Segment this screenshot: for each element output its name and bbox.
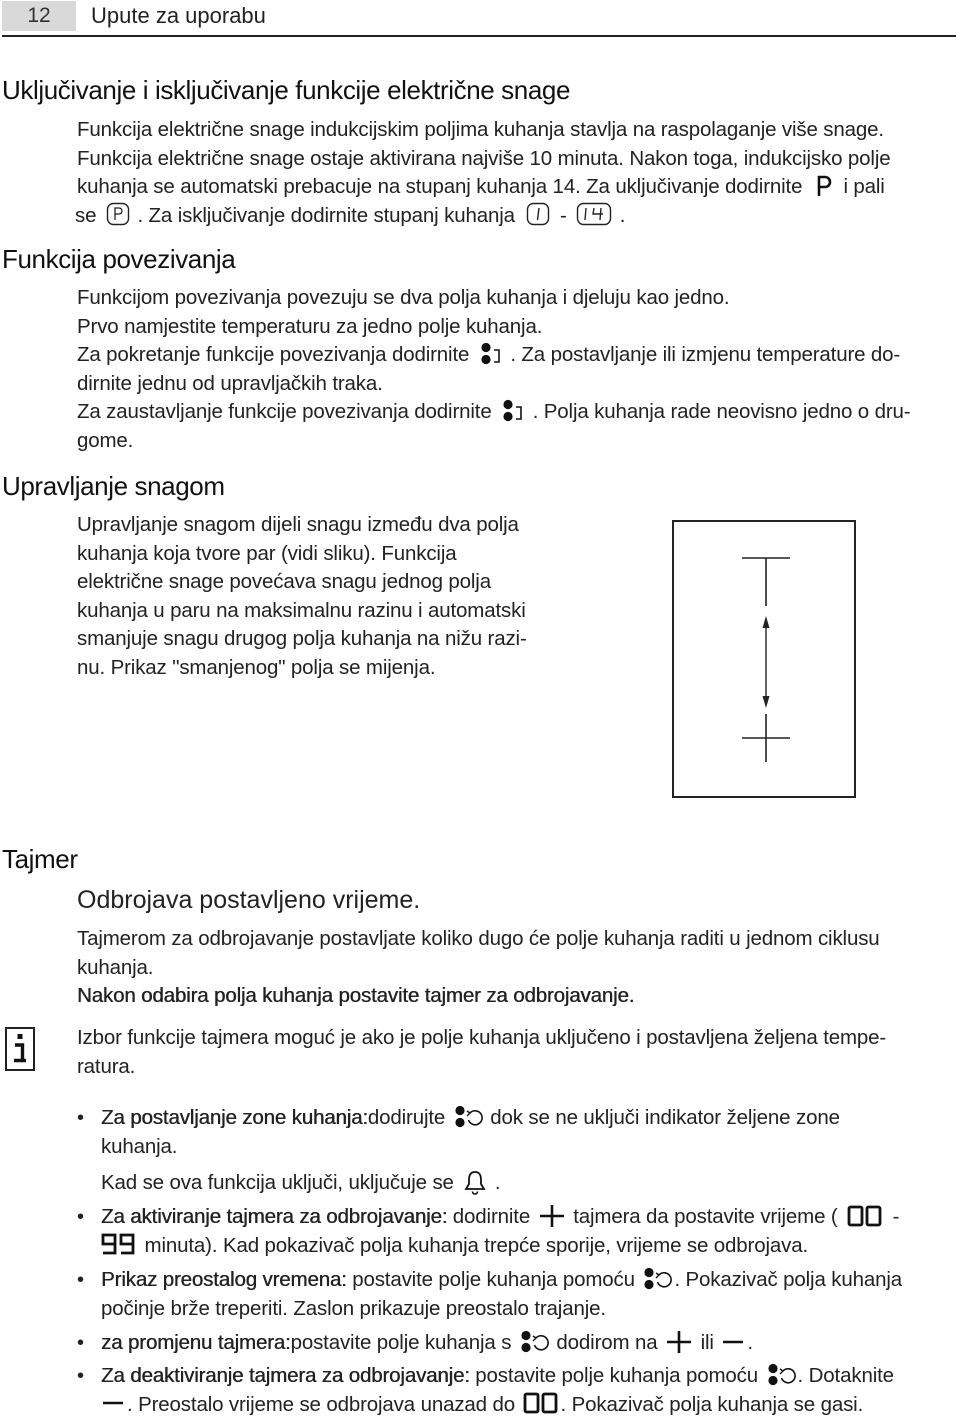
- timer-paragraph: [77, 925, 880, 1011]
- text-segment: kuhanja se automatski prebacuje na stupanj kuhanja 14. Za uključivanje dodirnite: [77, 175, 803, 199]
- text-line: Upravljanje snagom dijeli snagu između dva polja: [77, 513, 519, 536]
- text-segment: . Preostalo vrijeme se odbrojava unazad do: [127, 1392, 515, 1416]
- text-segment: -: [559, 203, 567, 227]
- text-line: [75, 202, 891, 231]
- text-segment: . Polja kuhanja rade neovisno jedno o dru-: [532, 400, 911, 424]
- bridge-icon: [501, 398, 527, 424]
- text-segment: .: [494, 1171, 501, 1195]
- bullet-lead: Za deaktiviranje tajmera za odbrojavanje:: [101, 1364, 470, 1387]
- text-segment: .: [747, 1331, 753, 1354]
- bullet-marker: •: [77, 1365, 84, 1387]
- zone-pair-diagram: [674, 522, 854, 796]
- text-segment: dodirom na: [556, 1331, 658, 1354]
- zone-select-icon: [519, 1329, 549, 1355]
- bullet-lead: Za postavljanje zone kuhanja:: [101, 1106, 368, 1129]
- text-segment: se: [75, 203, 97, 227]
- text-line: [101, 1203, 899, 1232]
- bullet-lead: Prikaz preostalog vremena:: [101, 1268, 347, 1291]
- section-title-power: Uključivanje i isključivanje funkcije električne snage: [2, 75, 571, 105]
- section-title-power-management: Upravljanje snagom: [2, 471, 225, 501]
- text-line: [101, 1329, 753, 1358]
- plus-icon: [665, 1330, 693, 1354]
- p-key-icon: [106, 202, 130, 226]
- text-line: [77, 398, 910, 427]
- text-line: [101, 1391, 894, 1420]
- power-management-paragraph: [77, 511, 527, 683]
- minus-icon: [721, 1330, 745, 1354]
- display-00-icon: [847, 1205, 883, 1227]
- bullet-lead: Za aktiviranje tajmera za odbrojavanje:: [101, 1205, 448, 1228]
- text-segment: minuta). Kad pokazivač polja kuhanja trepće sporije, vrijeme se odbrojava.: [144, 1233, 809, 1257]
- text-segment: tajmera da postavite vrijeme (: [573, 1205, 838, 1228]
- text-line: kuhanja u paru na maksimalnu razinu i automatski: [77, 598, 526, 622]
- text-line: [77, 341, 910, 370]
- text-segment: Za zaustavljanje funkcije povezivanja dodirnite: [77, 400, 492, 424]
- bridge-paragraph: [77, 284, 910, 456]
- text-segment: dok se ne uključi indikator željene zone: [490, 1106, 840, 1129]
- text-line: [101, 1232, 899, 1261]
- bridge-icon: [479, 341, 505, 367]
- section-title-bridge: Funkcija povezivanja: [2, 244, 236, 274]
- text-line: kuhanja.: [101, 1134, 178, 1158]
- text-line: [101, 1362, 894, 1391]
- bullet-set-zone: [101, 1104, 840, 1198]
- text-line: Funkcija električne snage ostaje aktivirana najviše 10 minuta. Nakon toga, indukcijsko polje: [77, 146, 891, 170]
- text-segment: -: [892, 1205, 900, 1228]
- page-number: 12: [2, 1, 76, 31]
- text-segment: .: [619, 203, 626, 227]
- zone-select-icon: [453, 1104, 483, 1130]
- text-line: gome.: [77, 428, 134, 452]
- text-segment: . Pokazivač polja kuhanja: [674, 1268, 903, 1291]
- text-segment: . Dotaknite: [797, 1364, 894, 1387]
- text-line: [77, 173, 891, 202]
- text-line: kuhanja.: [77, 955, 154, 979]
- text-segment: Za pokretanje funkcije povezivanja dodirnite: [77, 343, 470, 367]
- level-1-icon: [526, 202, 550, 226]
- text-segment: dodirujte: [367, 1106, 446, 1129]
- text-line: Prvo namjestite temperaturu za jedno polje kuhanja.: [77, 314, 543, 338]
- plus-icon: [538, 1204, 566, 1228]
- bullet-marker: •: [77, 1332, 84, 1354]
- timer-subtitle: Odbrojava postavljeno vrijeme.: [77, 886, 421, 914]
- cooking-zones-pair-figure: [672, 520, 856, 798]
- zone-select-icon: [766, 1362, 796, 1388]
- text-segment: ili: [700, 1331, 714, 1354]
- bullet-remaining-time: [101, 1266, 902, 1323]
- text-segment: postavite polje kuhanja pomoću: [352, 1268, 635, 1291]
- power-paragraph: [77, 116, 891, 230]
- text-line: smanjuje snagu drugog polja kuhanja na nižu razi-: [77, 627, 527, 651]
- text-line: Funkcijom povezivanja povezuju se dva polja kuhanja i djeluju kao jedno.: [77, 286, 730, 309]
- text-segment: . Pokazivač polja kuhanja se gasi.: [560, 1392, 864, 1416]
- text-line: Tajmerom za odbrojavanje postavljate koliko dugo će polje kuhanja raditi u jednom ciklusu: [77, 927, 880, 950]
- text-segment: postavite polje kuhanja s: [290, 1331, 512, 1354]
- text-line: dirnite jednu od upravljačkih traka.: [77, 371, 383, 395]
- text-line: [101, 1169, 840, 1198]
- text-segment: postavite polje kuhanja pomoću: [475, 1364, 758, 1387]
- text-line: [101, 1266, 902, 1295]
- section-title-timer: Tajmer: [2, 844, 78, 874]
- text-line: [77, 982, 880, 1011]
- bullet-deactivate-timer: [101, 1362, 894, 1419]
- text-line: Funkcija električne snage indukcijskim poljima kuhanja stavlja na raspolaganje više snage.: [77, 118, 884, 141]
- bullet-marker: •: [77, 1107, 84, 1129]
- level-14-icon: [576, 202, 612, 226]
- bullet-lead: za promjenu tajmera:: [101, 1331, 291, 1354]
- text-segment: Kad se ova funkcija uključi, uključuje se: [101, 1171, 454, 1195]
- text-segment: i pali: [843, 175, 885, 199]
- p-symbol-icon: [816, 175, 832, 197]
- text-segment: dodirnite: [452, 1205, 531, 1228]
- text-line: [101, 1104, 840, 1133]
- text-line: Izbor funkcije tajmera moguć je ako je polje kuhanja uključeno i postavljena željena tempe-: [77, 1026, 887, 1049]
- bullet-marker: •: [77, 1206, 84, 1228]
- info-icon: [5, 1027, 35, 1071]
- bullet-marker: •: [77, 1269, 84, 1291]
- running-title: Upute za uporabu: [91, 3, 266, 28]
- bell-icon: [463, 1169, 487, 1195]
- minus-icon: [101, 1391, 125, 1415]
- text-segment: . Za postavljanje ili izmjenu temperature do-: [510, 343, 901, 367]
- text-segment: Nakon odabira polja kuhanja postavite tajmer za odbrojavanje.: [77, 984, 635, 1008]
- text-line: kuhanja koja tvore par (vidi sliku). Funkcija: [77, 541, 457, 565]
- text-segment: . Za isključivanje dodirnite stupanj kuhanja: [137, 203, 515, 227]
- display-99-icon: [101, 1233, 135, 1255]
- text-line: električne snage povećava snagu jednog polja: [77, 570, 491, 594]
- text-line: nu. Prikaz "smanjenog" polja se mijenja.: [77, 655, 436, 679]
- zone-select-icon: [642, 1266, 672, 1292]
- header-rule: [2, 35, 956, 37]
- bullet-change-timer: [101, 1329, 753, 1358]
- display-00-icon: [523, 1392, 559, 1414]
- text-line: ratura.: [77, 1054, 136, 1078]
- timer-note: [77, 1024, 886, 1081]
- text-line: počinje brže treperiti. Zaslon prikazuje preostalo trajanje.: [101, 1296, 606, 1320]
- bullet-activate-timer: [101, 1203, 899, 1260]
